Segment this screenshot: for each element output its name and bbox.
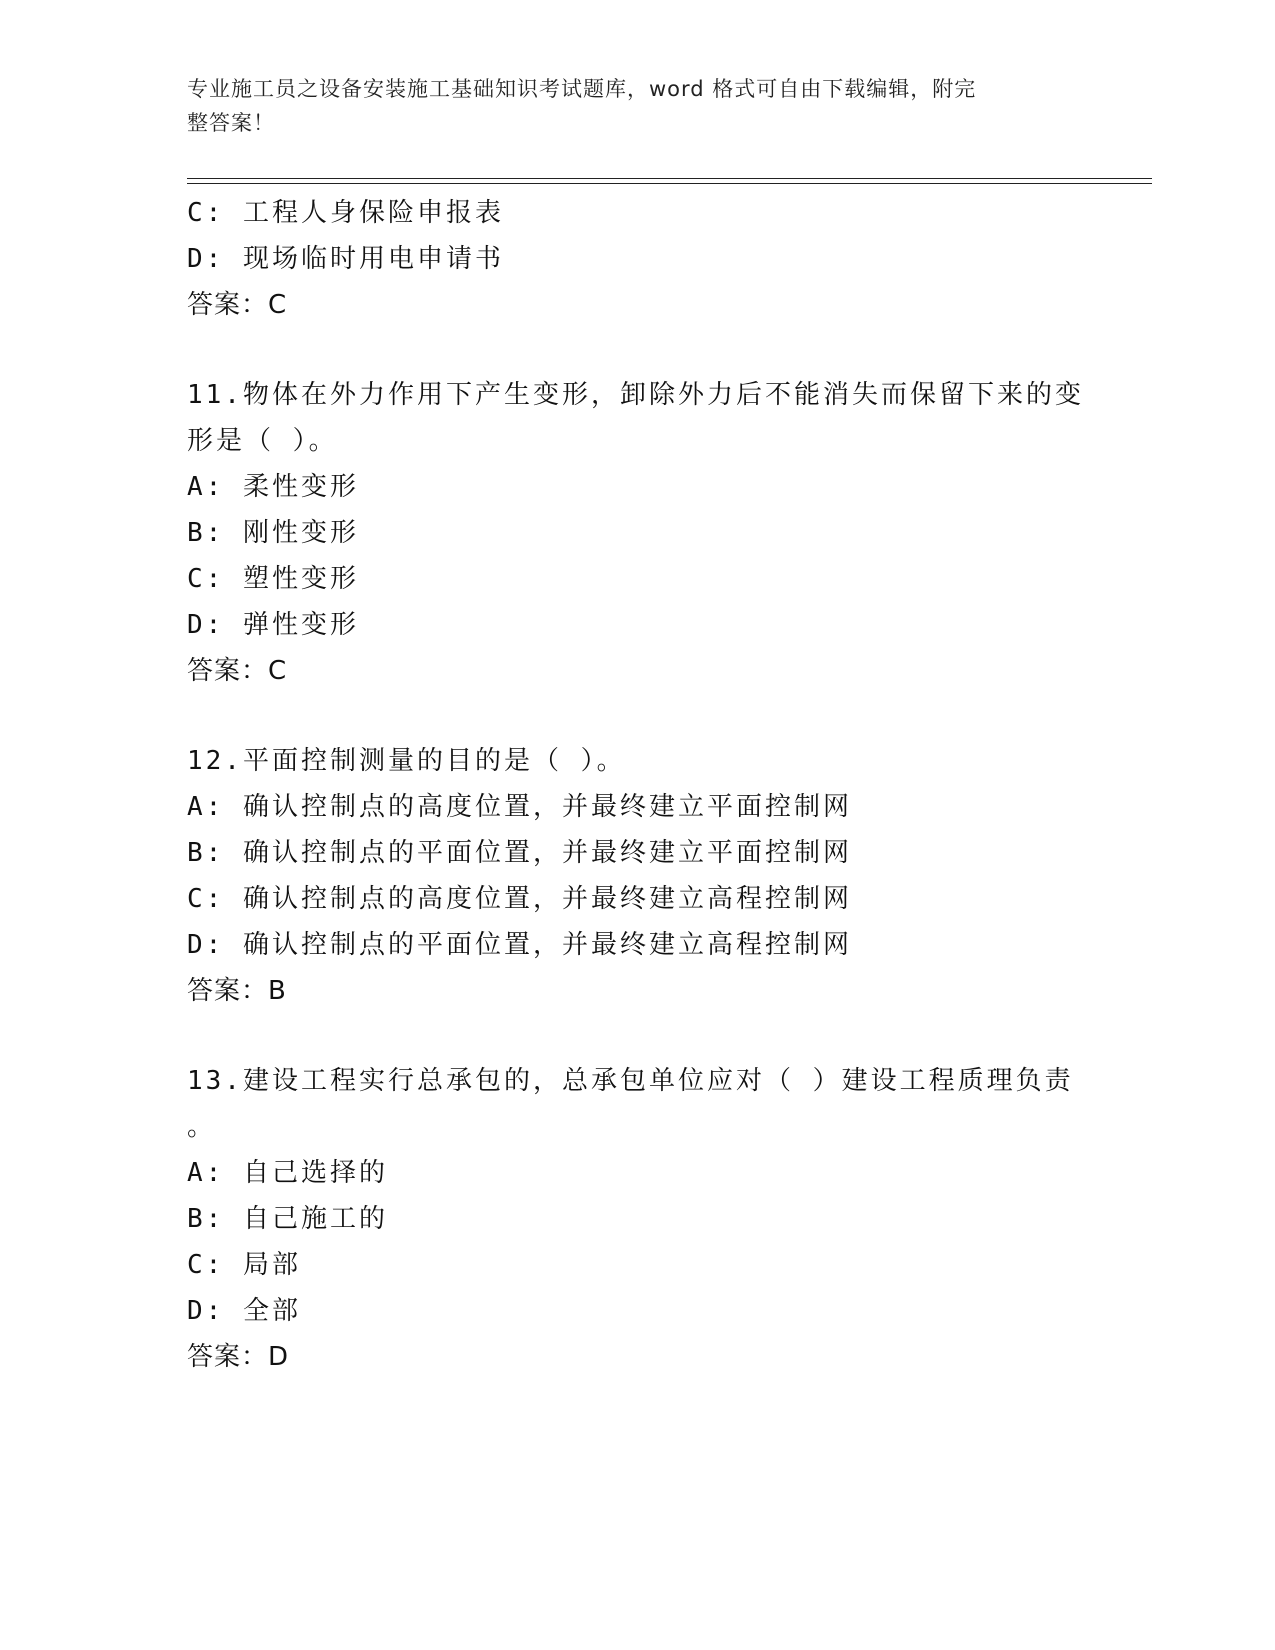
option-c	[187, 876, 1087, 922]
option-text: 塑性变形	[242, 564, 359, 594]
option-text: 工程人身保险申报表	[242, 198, 504, 228]
option-label: A:	[187, 1158, 225, 1188]
option-label: C:	[187, 198, 225, 228]
answer: 答案：C	[187, 290, 288, 320]
option-text: 弹性变形	[242, 610, 359, 640]
option-d	[187, 1288, 1087, 1334]
question-stem: 13.建设工程实行总承包的，总承包单位应对（ ）建设工程质理负责	[187, 1066, 1074, 1096]
option-text: 确认控制点的平面位置，并最终建立平面控制网	[242, 838, 852, 868]
document-header	[187, 72, 1067, 140]
option-text: 自己选择的	[242, 1158, 388, 1188]
option-a	[187, 464, 1087, 510]
option-label: C:	[187, 1250, 225, 1280]
header-divider-bottom	[187, 183, 1152, 184]
header-line-1: 专业施工员之设备安装施工基础知识考试题库，word 格式可自由下载编辑，附完	[187, 77, 977, 101]
option-label: A:	[187, 792, 225, 822]
option-text: 确认控制点的平面位置，并最终建立高程控制网	[242, 930, 852, 960]
prev-question-block	[187, 190, 1087, 328]
option-label: C:	[187, 564, 225, 594]
option-label: D:	[187, 610, 225, 640]
option-label: D:	[187, 1296, 225, 1326]
question-stem: 11.物体在外力作用下产生变形，卸除外力后不能消失而保留下来的变	[187, 380, 1084, 410]
option-label: B:	[187, 1204, 225, 1234]
question-stem-continued: 。	[187, 1112, 217, 1142]
answer: 答案：B	[187, 976, 287, 1006]
option-text: 局部	[242, 1250, 301, 1280]
option-text: 全部	[242, 1296, 301, 1326]
option-label: D:	[187, 244, 225, 274]
option-label: B:	[187, 518, 225, 548]
question-11	[187, 372, 1087, 694]
question-list	[187, 190, 1087, 1380]
option-b	[187, 1196, 1087, 1242]
answer: 答案：C	[187, 656, 288, 686]
option-label: B:	[187, 838, 225, 868]
option-text: 柔性变形	[242, 472, 359, 502]
option-b	[187, 830, 1087, 876]
option-text: 现场临时用电申请书	[242, 244, 504, 274]
option-c	[187, 1242, 1087, 1288]
option-text: 确认控制点的高度位置，并最终建立平面控制网	[242, 792, 852, 822]
answer: 答案：D	[187, 1342, 290, 1372]
option-label: C:	[187, 884, 225, 914]
header-divider-top	[187, 178, 1152, 179]
option-d	[187, 922, 1087, 968]
option-label: A:	[187, 472, 225, 502]
option-d	[187, 236, 1087, 282]
option-d	[187, 602, 1087, 648]
question-stem-continued: 形是（ ）。	[187, 426, 338, 456]
option-label: D:	[187, 930, 225, 960]
option-text: 刚性变形	[242, 518, 359, 548]
option-c	[187, 556, 1087, 602]
option-text: 确认控制点的高度位置，并最终建立高程控制网	[242, 884, 852, 914]
option-b	[187, 510, 1087, 556]
question-13	[187, 1058, 1087, 1380]
option-c	[187, 190, 1087, 236]
question-stem: 12.平面控制测量的目的是（ ）。	[187, 746, 626, 776]
option-a	[187, 784, 1087, 830]
option-a	[187, 1150, 1087, 1196]
option-text: 自己施工的	[242, 1204, 388, 1234]
header-line-2: 整答案！	[187, 111, 275, 135]
question-12	[187, 738, 1087, 1014]
